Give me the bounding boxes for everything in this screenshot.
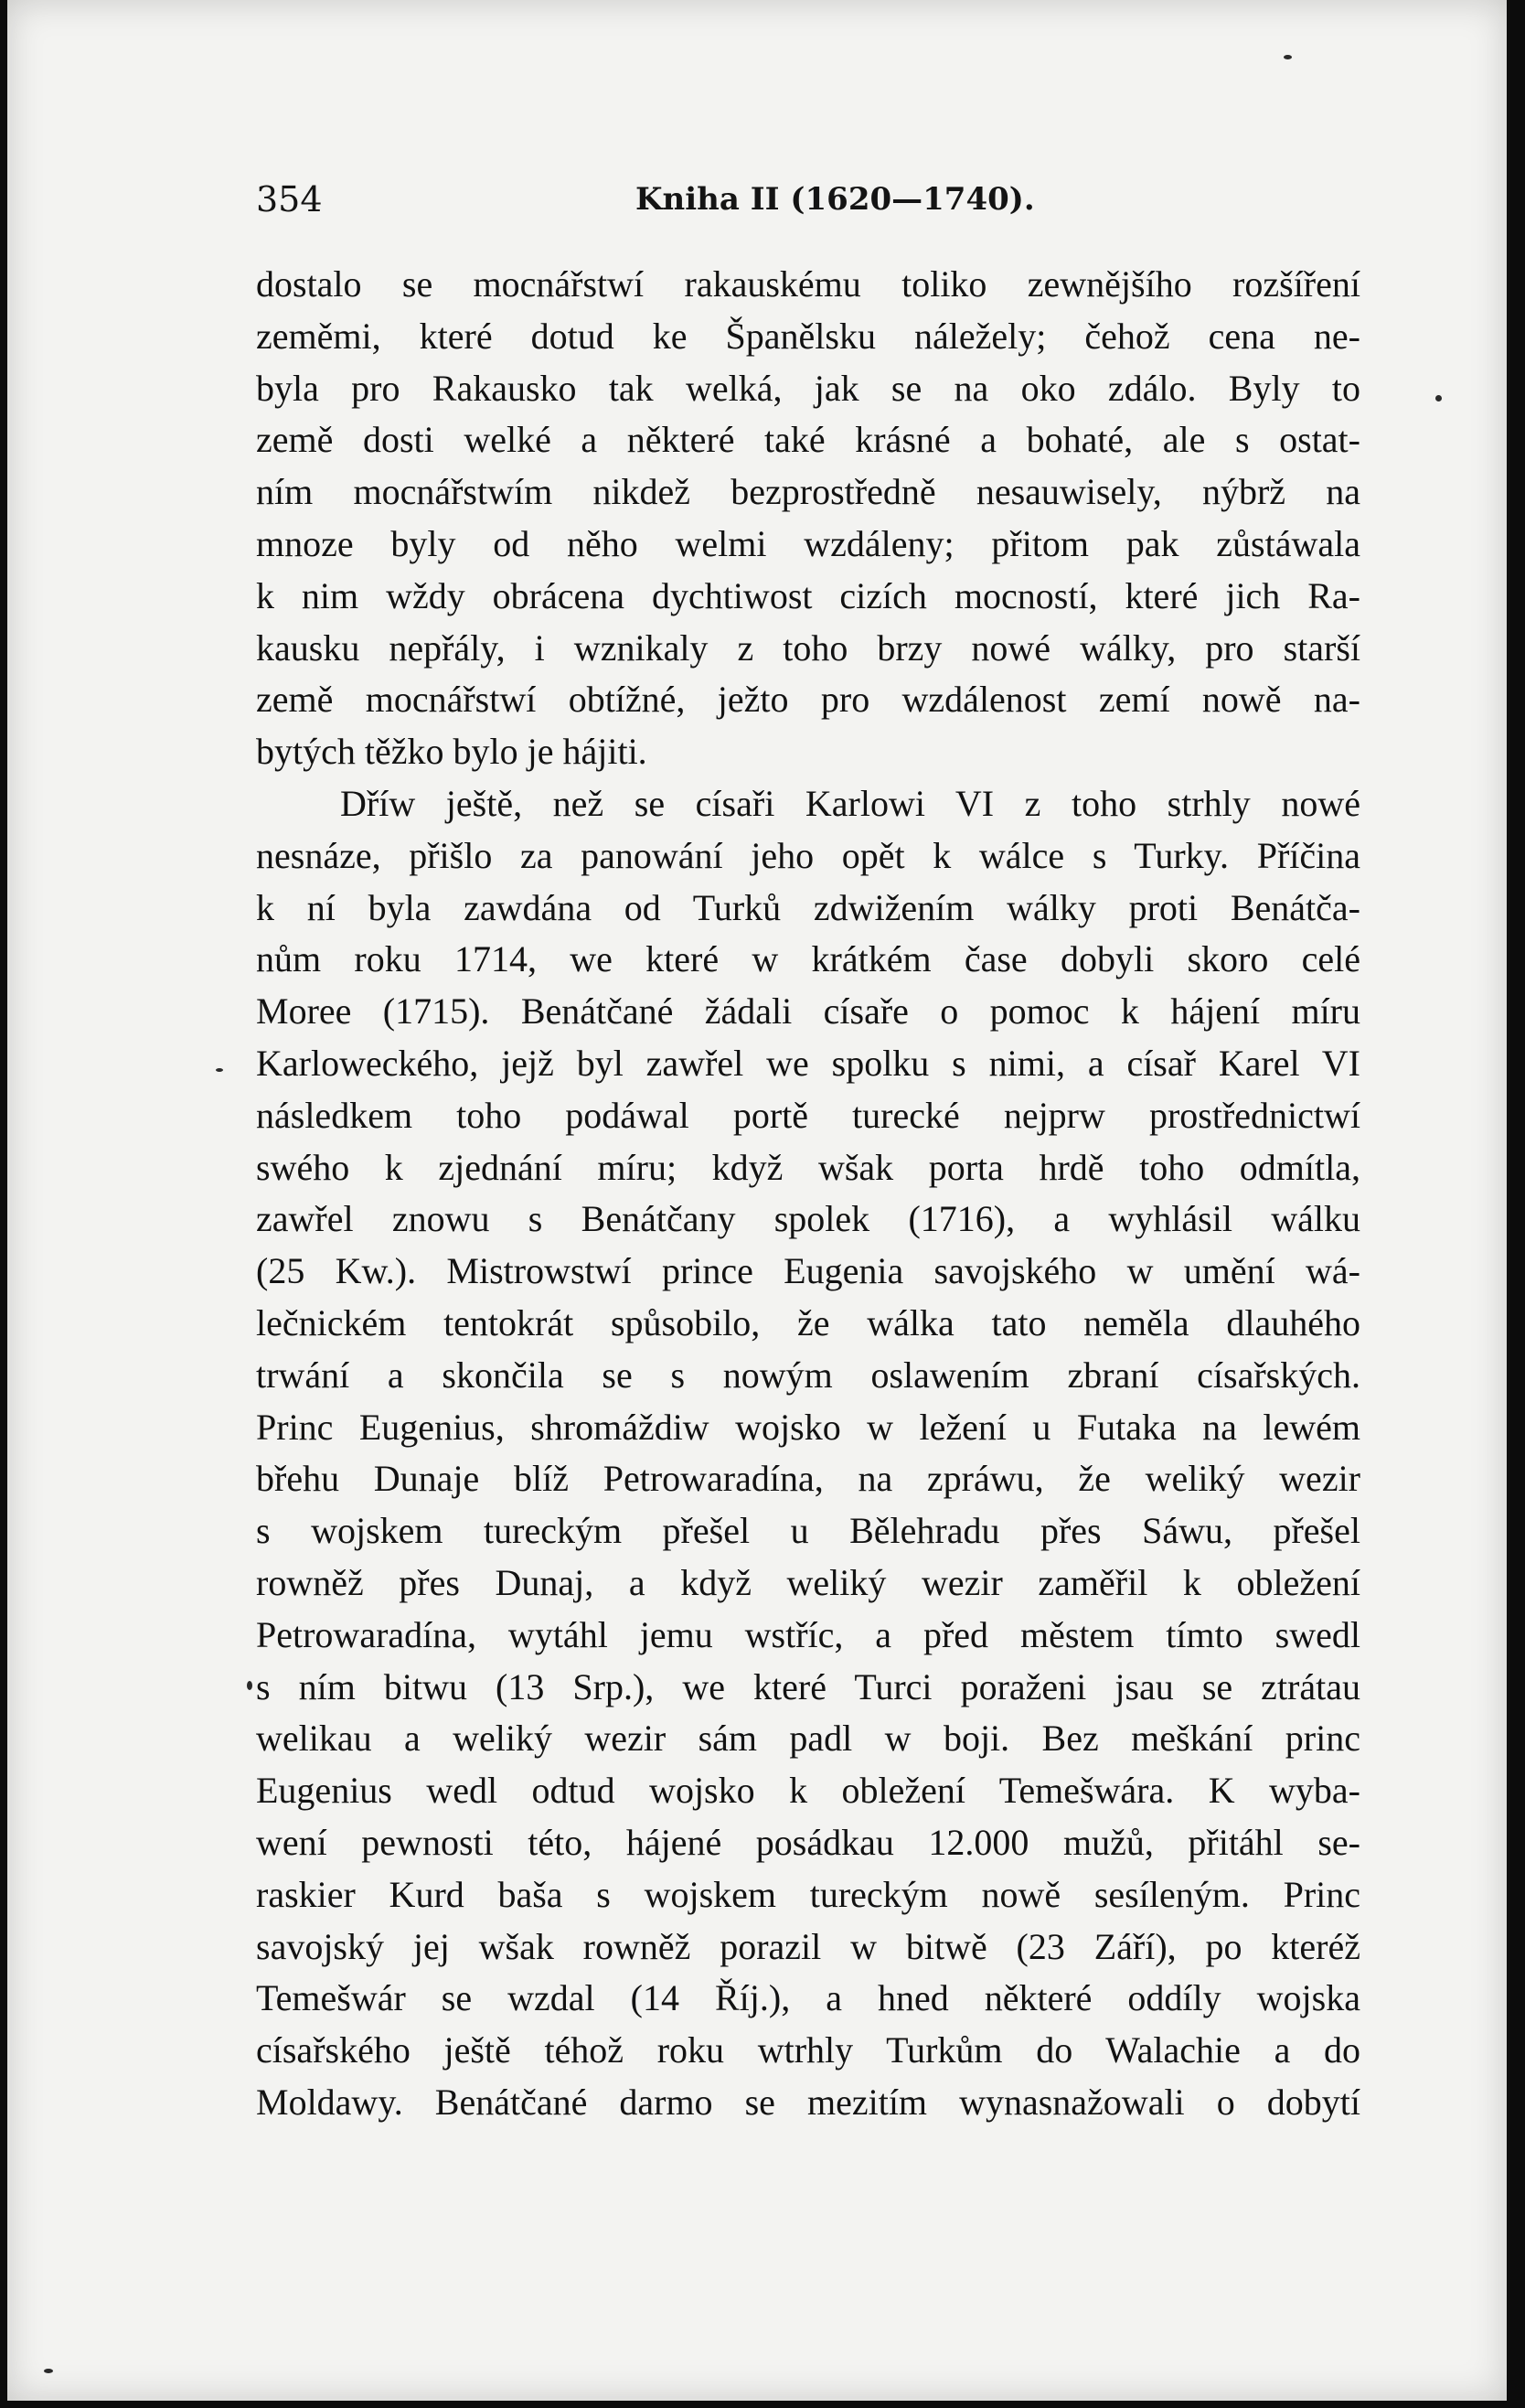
text-line: kausku nepřály, i wznikaly z toho brzy nowé wálky, pro starší [256,626,1360,669]
book-page [7,0,1507,2401]
text-line: nům roku 1714, we které w krátkém čase dobyli skoro celé [256,938,1360,980]
text-line: země mocnářstwí obtížné, ježto pro wzdálenost zemí nowě na- [256,679,1360,721]
scan-speck [247,1681,252,1690]
text-line: lečnickém tentokrát spůsobilo, že wálka tato neměla dlauhého [256,1301,1360,1343]
text-line: wení pewnosti této, hájené posádkau 12.000 mužů, přitáhl se- [256,1821,1360,1863]
text-line: byla pro Rakausko tak welká, jak se na oko zdálo. Byly to [256,367,1360,409]
text-line: Princ Eugenius, shromáždiw wojsko w ležení u Futaka na lewém [256,1406,1360,1448]
text-line: dostalo se mocnářstwí rakauskému toliko zewnějšího rozšíření [256,263,1360,305]
text-line: welikau a weliký wezir sám padl w boji. Bez meškání princ [256,1718,1360,1760]
text-line: mnoze byly od něho welmi wzdáleny; přitom pak zůstáwala [256,522,1360,564]
text-line: nesnáze, přišlo za panowání jeho opět k wálce s Turky. Příčina [256,834,1360,876]
scan-speck [216,1068,223,1072]
book-title: Kniha II (1620—1740). [635,181,1035,218]
scan-speck [44,2369,53,2373]
text-line: Karloweckého, jejž byl zawřel we spolku s nimi, a císař Karel VI [256,1042,1360,1084]
text-line: (25 Kw.). Mistrowstwí prince Eugenia savojského w umění wá- [256,1250,1360,1292]
text-line: swého k zjednání míru; když wšak porta hrdě toho odmítla, [256,1146,1360,1188]
text-line: zeměmi, které dotud ke Španělsku náležely; čehož cena ne- [256,315,1360,357]
text-line: s wojskem tureckým přešel u Bělehradu přes Sáwu, přešel [256,1510,1360,1552]
paragraph-start-line: Dříw ještě, než se císaři Karlowi VI z toho strhly nowé [340,782,1360,824]
running-head [256,174,1360,225]
text-line: ním mocnářstwím nikdež bezprostředně nesauwisely, nýbrž na [256,471,1360,513]
scan-speck [1284,55,1292,59]
text-line: Moree (1715). Benátčané žádali císaře o pomoc k hájení míru [256,990,1360,1033]
text-line: s ním bitwu (13 Srp.), we které Turci poraženi jsau se ztrátau [256,1665,1360,1707]
text-line: k ní byla zawdána od Turků zdwižením wálky proti Benátča- [256,886,1360,928]
scan-speck [1435,395,1442,401]
text-line: savojský jej wšak rowněž porazil w bitwě (23 Září), po kteréž [256,1925,1360,1967]
page-number: 354 [256,179,323,219]
text-line: Petrowaradína, wytáhl jemu wstříc, a před městem tímto swedl [256,1613,1360,1655]
text-line: raskier Kurd baša s wojskem tureckým nowě sesíleným. Princ [256,1873,1360,1915]
text-line: Temešwár se wzdal (14 Říj.), a hned některé oddíly wojska [256,1977,1360,2019]
text-line: břehu Dunaje blíž Petrowaradína, na zpráwu, že weliký wezir [256,1458,1360,1500]
text-line: zawřel znowu s Benátčany spolek (1716), a wyhlásil wálku [256,1198,1360,1240]
text-line: země dosti welké a některé také krásné a bohaté, ale s ostat- [256,419,1360,461]
text-line: císařského ještě téhož roku wtrhly Turkům do Walachie a do [256,2029,1360,2071]
text-line: k nim wždy obrácena dychtiwost cizích mocností, které jich Ra- [256,574,1360,616]
text-line: Eugenius wedl odtud wojsko k obležení Temešwára. K wyba- [256,1770,1360,1812]
text-line: trwání a skončila se s nowým oslawením zbraní císařských. [256,1354,1360,1396]
text-line: následkem toho podáwal portě turecké nejprw prostřednictwí [256,1094,1360,1136]
body-text [256,259,1360,2129]
paragraph-end-line: bytých těžko bylo je hájiti. [256,731,647,773]
text-line: Moldawy. Benátčané darmo se mezitím wynasnažowali o dobytí [256,2081,1360,2123]
text-line: rowněž přes Dunaj, a když weliký wezir zaměřil k obležení [256,1561,1360,1603]
